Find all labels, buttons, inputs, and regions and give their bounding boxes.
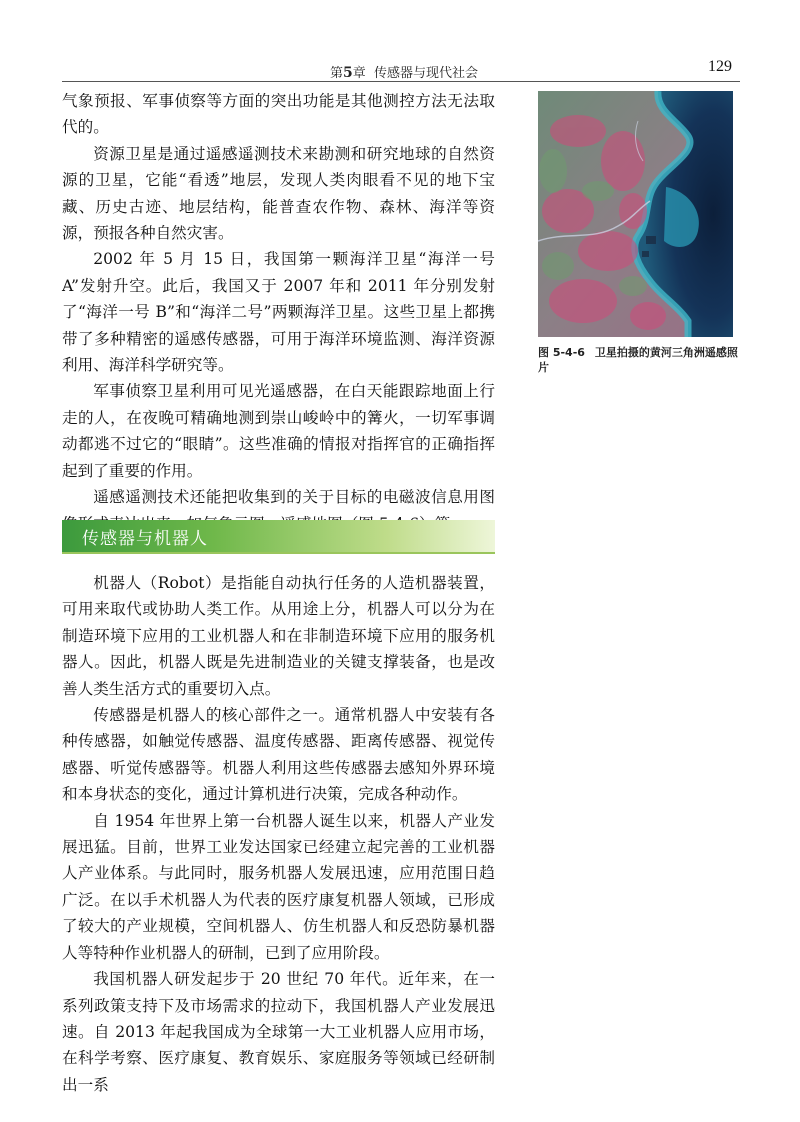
chapter-prefix: 第: [330, 66, 344, 81]
page-number: 129: [708, 58, 732, 75]
chapter-title: 传感器与现代社会: [374, 66, 479, 81]
paragraph-robot-industry: 自 1954 年世界上第一台机器人诞生以来，机器人产业发展迅猛。目前，世界工业发达国家已经建立起完善的工业机器人产业体系。与此同时，服务机器人发展迅速，应用范围日趋广泛。在以手术机器人为代表的医疗康复机器人领域，已形成了较大的产业规模，空间机器人、仿生机器人和反恐防暴机器人等特种作业机器人的研制，已到了应用阶段。: [62, 811, 495, 962]
body-text-top: [62, 88, 495, 537]
page-header: [62, 56, 740, 82]
figure-number: 图 5-4-6: [538, 346, 585, 359]
paragraph-china-robotics: 我国机器人研发起步于 20 世纪 70 年代。近年来，在一系列政策支持下及市场需求的拉动下，我国机器人产业发展迅速。自 2013 年起我国成为全球第一大工业机器人应用市场，在科学考察、医疗康复、教育娱乐、家庭服务等领域已经研制出一系: [62, 970, 495, 1094]
running-head-chapter: [330, 62, 478, 81]
paragraph-robot-sensors: 传感器是机器人的核心部件之一。通常机器人中安装有各种传感器，如触觉传感器、温度传感器、距离传感器、视觉传感器、听觉传感器等。机器人利用这些传感器去感知外界环境和本身状态的变化，通过计算机进行决策，完成各种动作。: [62, 706, 495, 804]
satellite-photo-yellow-river-delta: [538, 91, 733, 337]
paragraph-military-satellite: 军事侦察卫星利用可见光遥感器，在白天能跟踪地面上行走的人，在夜晚可精确地测到崇山峻岭中的篝火，一切军事调动都逃不过它的“眼睛”。这些准确的情报对指挥官的正确指挥起到了重要的作用。: [62, 382, 495, 480]
paragraph-robot-definition: 机器人（Robot）是指能自动执行任务的人造机器装置，可用来取代或协助人类工作。从用途上分，机器人可以分为在制造环境下应用的工业机器人和在非制造环境下应用的服务机器人。因此，机器人既是先进制造业的关键支撑装备，也是改善人类生活方式的重要切入点。: [62, 574, 495, 698]
section-title: 传感器与机器人: [82, 529, 208, 549]
paragraph-resource-satellite: 资源卫星是通过遥感遥测技术来勘测和研究地球的自然资源的卫星，它能“看透”地层，发现人类肉眼看不见的地下宝藏、历史古迹、地层结构，能普查农作物、森林、海洋等资源，预报各种自然灾害。: [62, 144, 495, 243]
section-heading-bar: [62, 520, 495, 552]
paragraph-remote-sensing-images: 遥感遥测技术还能把收集到的关于目标的电磁波信息用图: [93, 488, 495, 507]
paragraph-continued: 气象预报、军事侦察等方面的突出功能是其他测控方法无法取代的。: [62, 92, 495, 137]
figure-caption-text: 卫星拍摄的黄河三角洲遥感照片: [538, 346, 738, 374]
chapter-number: 5: [343, 65, 353, 81]
chapter-suffix: 章: [352, 66, 366, 81]
header-rule: [62, 81, 740, 82]
body-text-robots: [62, 570, 495, 1098]
figure-caption: [538, 345, 743, 375]
section-heading-rule: [62, 552, 495, 554]
paragraph-ocean-satellite: 2002 年 5 月 15 日，我国第一颗海洋卫星“海洋一号 A”发射升空。此后，我国又于 2007 年和 2011 年分别发射了“海洋一号 B”和“海洋二号”两颗海洋卫星。这些卫星上都携带了多种精密的遥感传感器，可用于海洋环境监测、海洋资源利用、海洋科学研究等。: [62, 250, 495, 375]
